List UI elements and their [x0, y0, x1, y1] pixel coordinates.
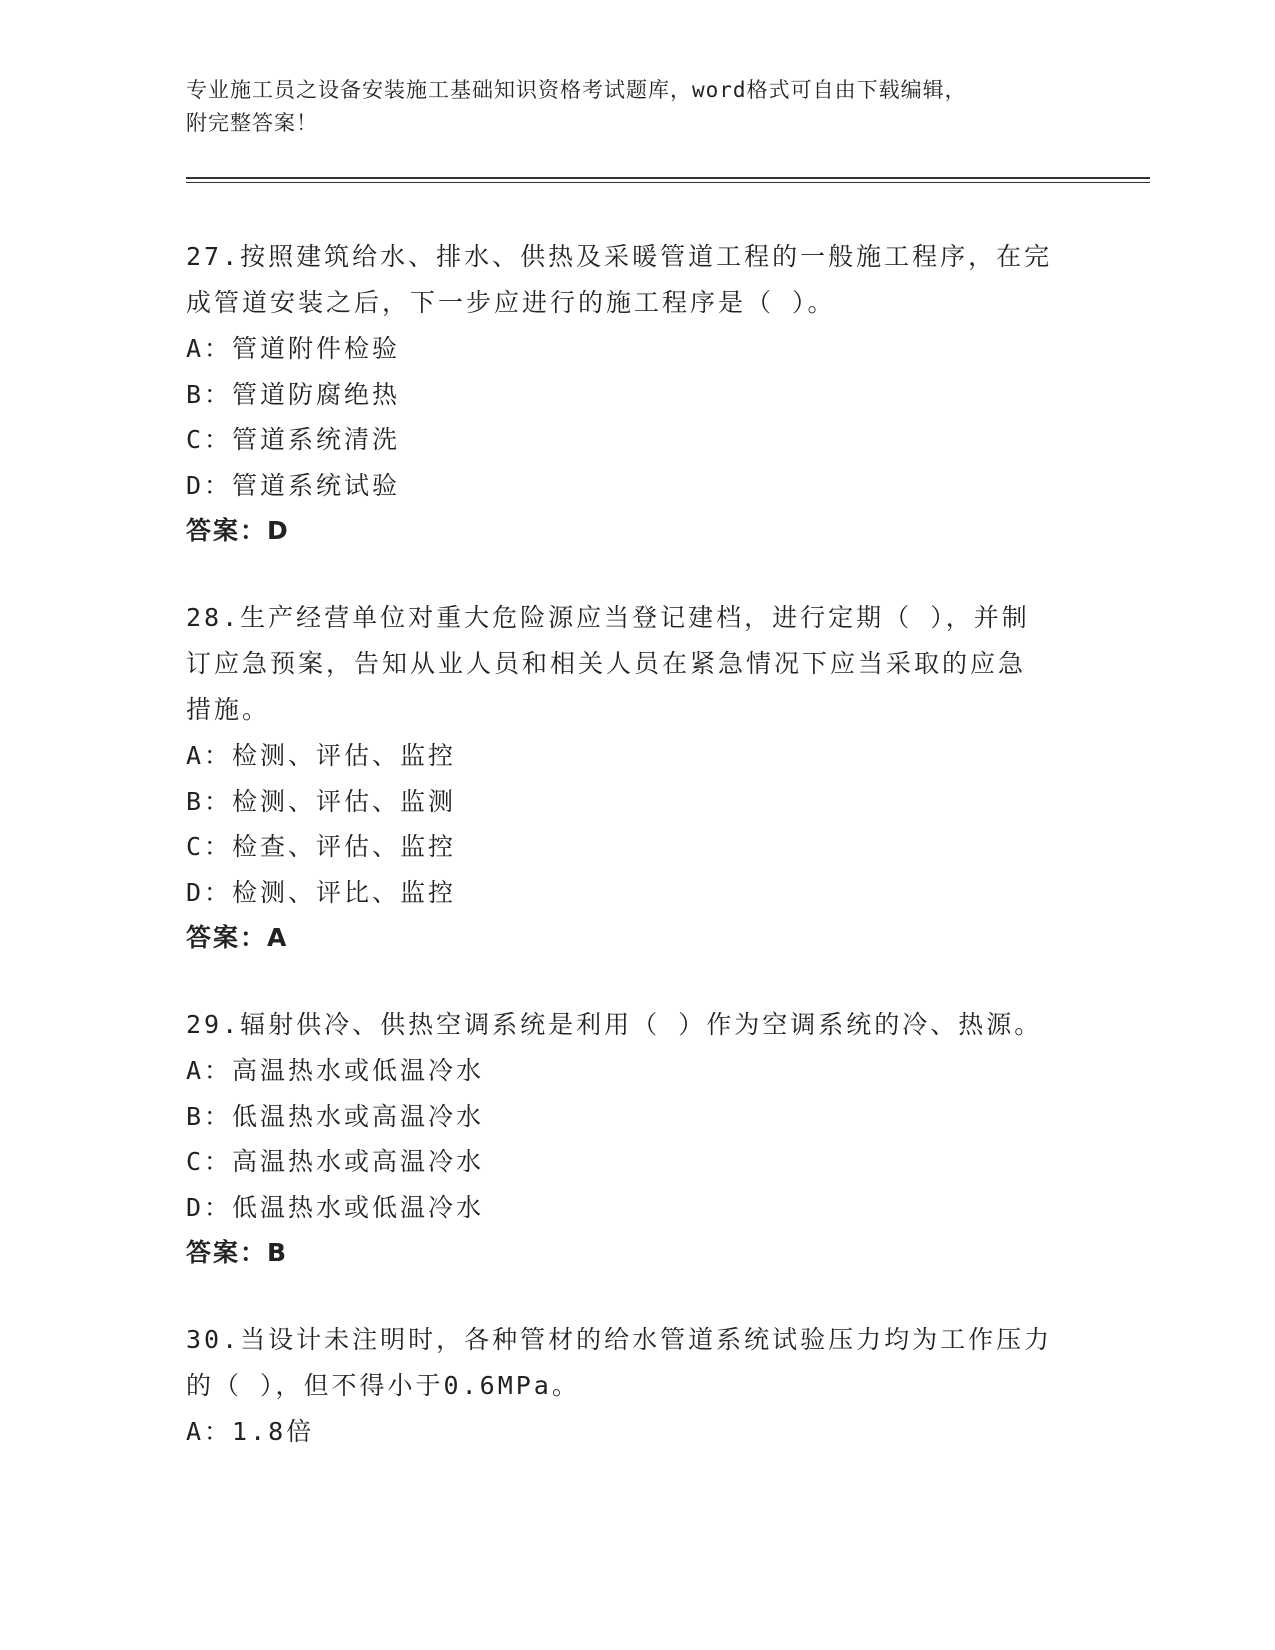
question-item	[186, 595, 1086, 961]
question-text	[186, 1317, 1086, 1409]
question-text	[186, 234, 1086, 326]
option-a: A：检测、评估、监控	[186, 741, 457, 770]
question-spacer	[186, 961, 1086, 1002]
question-list	[186, 234, 1086, 1455]
option-c: C：检查、评估、监控	[186, 832, 457, 861]
option-b: B：管道防腐绝热	[186, 379, 401, 409]
question-text	[186, 1002, 1086, 1048]
question-line: 的（ ），但不得小于0.6MPa。	[186, 1371, 580, 1400]
option-d: D：管道系统试验	[186, 470, 401, 500]
option-b: B：检测、评估、监测	[186, 786, 457, 816]
question-spacer	[186, 554, 1086, 595]
header-line: 附完整答案！	[186, 111, 318, 135]
question-line: 成管道安装之后，下一步应进行的施工程序是（ ）。	[186, 288, 836, 317]
option-c: C：高温热水或高温冷水	[186, 1147, 485, 1176]
question-line: 措施。	[186, 695, 271, 724]
option-d: D：检测、评比、监控	[186, 877, 457, 907]
question-item	[186, 1317, 1086, 1455]
question-line: 27.按照建筑给水、排水、供热及采暖管道工程的一般施工程序，在完	[186, 242, 1053, 271]
document-header	[186, 74, 1086, 140]
question-line: 订应急预案，告知从业人员和相关人员在紧急情况下应当采取的应急	[186, 649, 1027, 678]
option-a: A：高温热水或低温冷水	[186, 1056, 485, 1085]
question-line: 30.当设计未注明时，各种管材的给水管道系统试验压力均为工作压力	[186, 1325, 1053, 1354]
option-c: C：管道系统清洗	[186, 425, 401, 454]
answer-line: 答案：D	[186, 516, 290, 545]
question-text	[186, 595, 1086, 733]
answer-line: 答案：A	[186, 923, 289, 952]
header-divider-thin	[186, 182, 1150, 183]
question-line: 28.生产经营单位对重大危险源应当登记建档，进行定期（ ），并制	[186, 603, 1030, 632]
question-line: 29.辐射供冷、供热空调系统是利用（ ）作为空调系统的冷、热源。	[186, 1010, 1043, 1039]
answer-line: 答案：B	[186, 1238, 289, 1267]
header-line: 专业施工员之设备安装施工基础知识资格考试题库，word格式可自由下载编辑，	[186, 78, 967, 102]
question-spacer	[186, 1276, 1086, 1317]
header-divider-thick	[186, 177, 1150, 179]
option-a: A：管道附件检验	[186, 334, 401, 363]
option-d: D：低温热水或低温冷水	[186, 1192, 485, 1222]
question-item	[186, 234, 1086, 554]
option-b: B：低温热水或高温冷水	[186, 1101, 485, 1131]
option-a: A：1.8倍	[186, 1417, 315, 1446]
question-item	[186, 1002, 1086, 1276]
